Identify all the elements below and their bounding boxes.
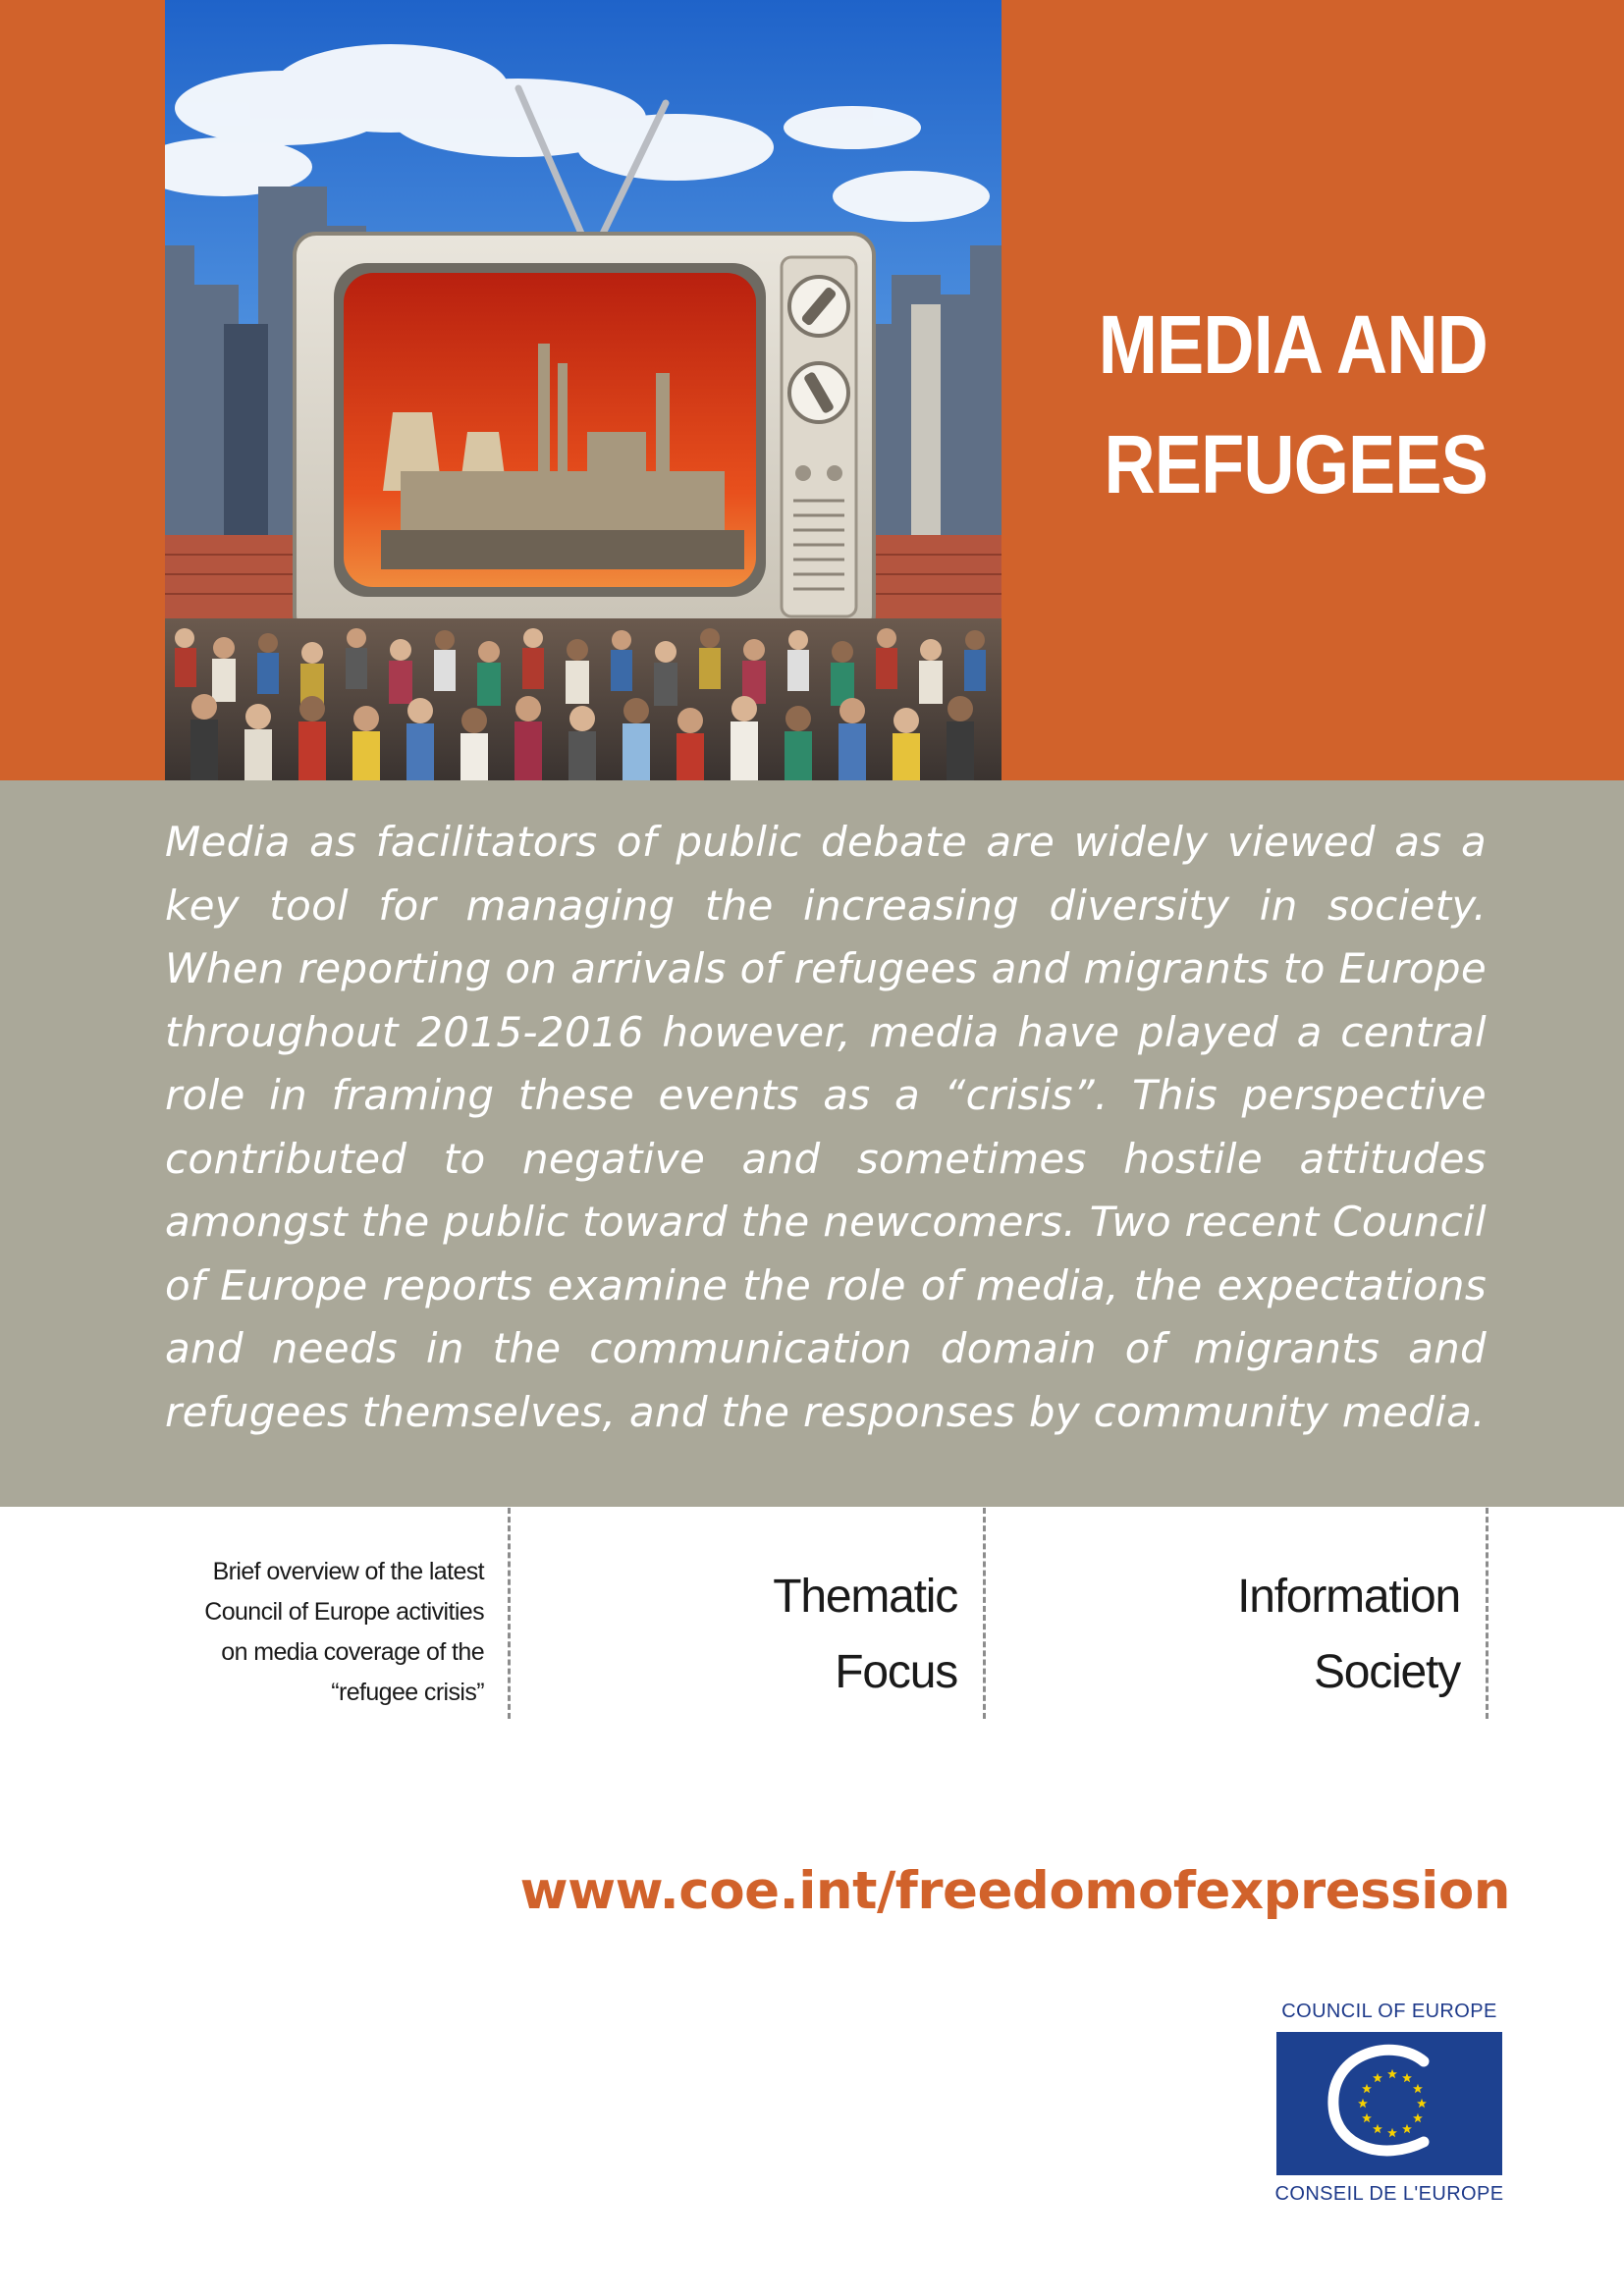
page-title [981, 285, 1488, 524]
title-line-1: MEDIA AND [1098, 298, 1488, 391]
brief-line-4: “refugee crisis” [331, 1679, 484, 1706]
brief-line-1: Brief overview of the latest [212, 1558, 484, 1585]
brief-line-2: Council of Europe activities [204, 1598, 484, 1626]
cover-illustration [165, 0, 1001, 780]
brief-line-3: on media coverage of the [221, 1638, 484, 1666]
logo-bottom-text: CONSEIL DE L'EUROPE [1274, 2183, 1504, 2205]
brief-overview [165, 1508, 511, 1719]
thematic-line-2: Focus [835, 1646, 957, 1698]
information-line-2: Society [1313, 1646, 1460, 1698]
title-line-2: REFUGEES [1104, 418, 1488, 510]
logo-flag [1276, 2032, 1502, 2175]
website-link[interactable]: www.coe.int/freedomofexpression [519, 1861, 1510, 1921]
information-line-1: Information [1237, 1571, 1460, 1623]
meta-row [0, 1508, 1624, 1719]
logo-top-text: COUNCIL OF EUROPE [1281, 2001, 1497, 2022]
council-of-europe-logo [1274, 2001, 1504, 2209]
thematic-line-1: Thematic [773, 1571, 957, 1623]
intro-paragraph: Media as facilitators of public debate are widely viewed as a key tool for managing the increasing diversity in society. When reporting on arrivals of refugees and migrants to Europe throughout 2015-2016 however, media have played a central role in framing these events as a “crisis”. This perspective contributed to negative and sometimes hostile attitudes amongst the public toward the newcomers. Two recent Council of Europe reports examine the role of media, the expectations and needs in the communication domain of migrants and refugees themselves, and the responses by community media. [165, 818, 1487, 1436]
retro-tv-crowd-illustration [165, 0, 1001, 780]
information-society-label [986, 1508, 1489, 1719]
header-band [0, 0, 1624, 780]
council-of-europe-stars-icon [1276, 2032, 1502, 2175]
thematic-focus-label [511, 1508, 986, 1719]
